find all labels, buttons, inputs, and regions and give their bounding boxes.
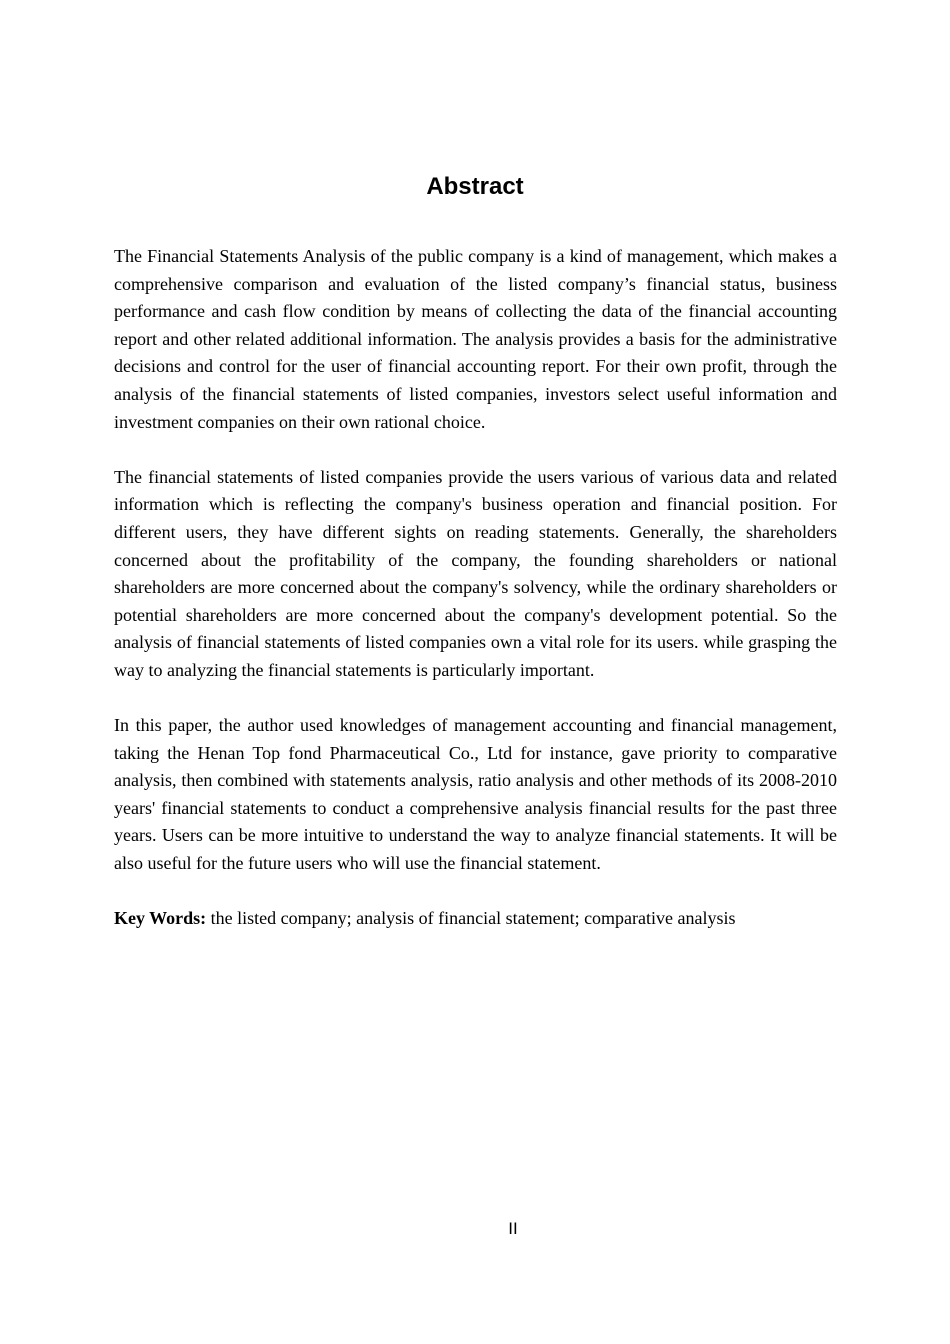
keywords-label: Key Words: (114, 908, 207, 929)
abstract-paragraph-3: In this paper, the author used knowledges of management accounting and financial management, taking the Henan Top fond Pharmaceutical Co., Ltd for instance, gave priority to comparative analysis, then combined with statements analysis, ratio analysis and other methods of its 2008-2010 years' financial statements to conduct a comprehensive analysis financial results for the past three years. Users can be more intuitive to understand the way to analyze financial statements. It will be also useful for the future users who will use the financial statement. (114, 715, 837, 874)
keywords-text: the listed company; analysis of financial statement; comparative analysis (206, 908, 736, 929)
keywords-line (114, 905, 837, 933)
page-title: Abstract (426, 173, 524, 200)
abstract-paragraph-1: The Financial Statements Analysis of the public company is a kind of management, which makes a comprehensive comparison and evaluation of the listed company’s financial status, business performance and cash flow condition by means of collecting the data of the financial accounting report and other related additional information. The analysis provides a basis for the administrative decisions and control for the user of financial accounting report. For their own profit, through the analysis of the financial statements of listed companies, investors select useful information and investment companies on their own rational choice. (114, 246, 837, 432)
page-number: II (508, 1219, 518, 1238)
abstract-body (114, 243, 837, 960)
abstract-paragraph-2: The financial statements of listed companies provide the users various of various data and related information which is reflecting the company's business operation and financial position. For different users, they have different sights on reading statements. Generally, the shareholders concerned about the profitability of the company, the founding shareholders or national shareholders are more concerned about the company's solvency, while the ordinary shareholders or potential shareholders are more concerned about the company's development potential. So the analysis of financial statements of listed companies own a vital role for its users. while grasping the way to analyzing the financial statements is particularly important. (114, 466, 837, 680)
